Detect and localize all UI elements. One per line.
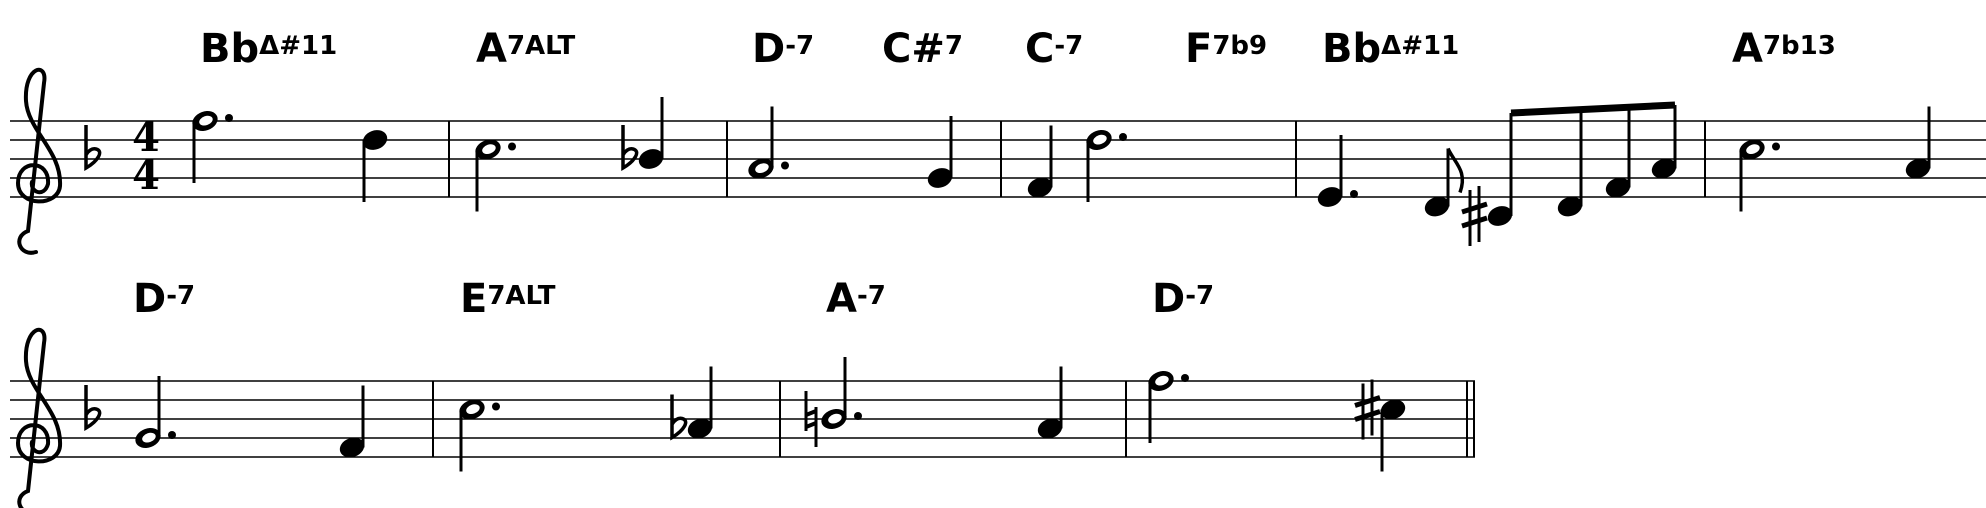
- chord-symbol-1-1: [460, 276, 556, 322]
- note-1-1-1-accidental: [672, 395, 686, 438]
- chord-quality: -7: [1185, 281, 1215, 311]
- chord-quality: -7: [856, 281, 886, 311]
- chord-root: D: [133, 276, 167, 322]
- treble-clef-0-path: [18, 70, 60, 253]
- chord-symbol-1-0: [133, 276, 195, 322]
- note-0-1-1-accidental: [623, 125, 637, 168]
- treble-clef-0: [18, 70, 60, 253]
- chord-root: C: [1025, 26, 1055, 72]
- chord-symbol-0-7: [1732, 26, 1836, 72]
- chord-symbol-0-4: [1025, 26, 1083, 72]
- note-0-3-1-dot: [1119, 133, 1127, 141]
- chord-root: E: [460, 276, 488, 322]
- key-signature-flat-0: [86, 125, 100, 168]
- chord-quality: Δ#11: [1381, 31, 1460, 61]
- note-1-3-1-accidental-h1: [1355, 398, 1380, 406]
- note-1-3-0-dot: [1181, 374, 1189, 382]
- chord-root: A: [476, 26, 507, 72]
- note-0-4-1-flag: [1448, 149, 1462, 193]
- note-0-4-2-accidental: [1462, 186, 1487, 246]
- chord-root: D: [1152, 276, 1186, 322]
- chord-symbol-0-3: [882, 26, 963, 72]
- chord-symbol-0-5: [1185, 26, 1267, 72]
- chord-symbol-0-0: [200, 26, 337, 72]
- time-signature-bottom: 4: [132, 152, 160, 199]
- note-0-4-2-accidental-h2: [1462, 218, 1487, 226]
- chord-quality: 7ALT: [487, 281, 556, 311]
- chord-quality: 7b9: [1212, 31, 1268, 61]
- chord-root: Bb: [1322, 26, 1382, 72]
- chord-root: F: [1185, 26, 1213, 72]
- time-signature-top: 4: [132, 114, 160, 161]
- chord-root: Bb: [200, 26, 260, 72]
- chord-quality: 7b13: [1762, 31, 1836, 61]
- chord-quality: -7: [785, 31, 815, 61]
- note-0-4-2-accidental-h1: [1462, 204, 1487, 212]
- beam-0-4: [1511, 105, 1675, 113]
- chord-symbol-1-2: [826, 276, 886, 322]
- note-0-4-0-dot: [1350, 190, 1358, 198]
- chord-root: C#: [882, 26, 945, 72]
- note-1-2-0-dot: [854, 412, 862, 420]
- chord-root: D: [752, 26, 786, 72]
- chord-quality: 7ALT: [506, 31, 576, 61]
- chord-quality: 7: [944, 31, 963, 61]
- chord-symbol-1-3: [1152, 276, 1214, 322]
- chord-symbol-0-6: [1322, 26, 1459, 72]
- note-0-0-0-dot: [225, 114, 233, 122]
- key-signature-flat-1: [86, 385, 100, 428]
- chord-root: A: [1732, 26, 1763, 72]
- note-1-3-1-accidental: [1355, 380, 1380, 440]
- chord-root: A: [826, 276, 857, 322]
- note-1-0-0-dot: [168, 431, 176, 439]
- chord-quality: -7: [166, 281, 196, 311]
- chord-quality: -7: [1054, 31, 1084, 61]
- chord-quality: Δ#11: [259, 31, 338, 61]
- note-1-1-0-dot: [492, 403, 500, 411]
- note-0-1-0-dot: [508, 143, 516, 151]
- chord-symbol-0-1: [476, 26, 575, 72]
- chord-symbol-0-2: [752, 26, 814, 72]
- note-0-5-0-dot: [1772, 143, 1780, 151]
- note-0-2-0-dot: [781, 162, 789, 170]
